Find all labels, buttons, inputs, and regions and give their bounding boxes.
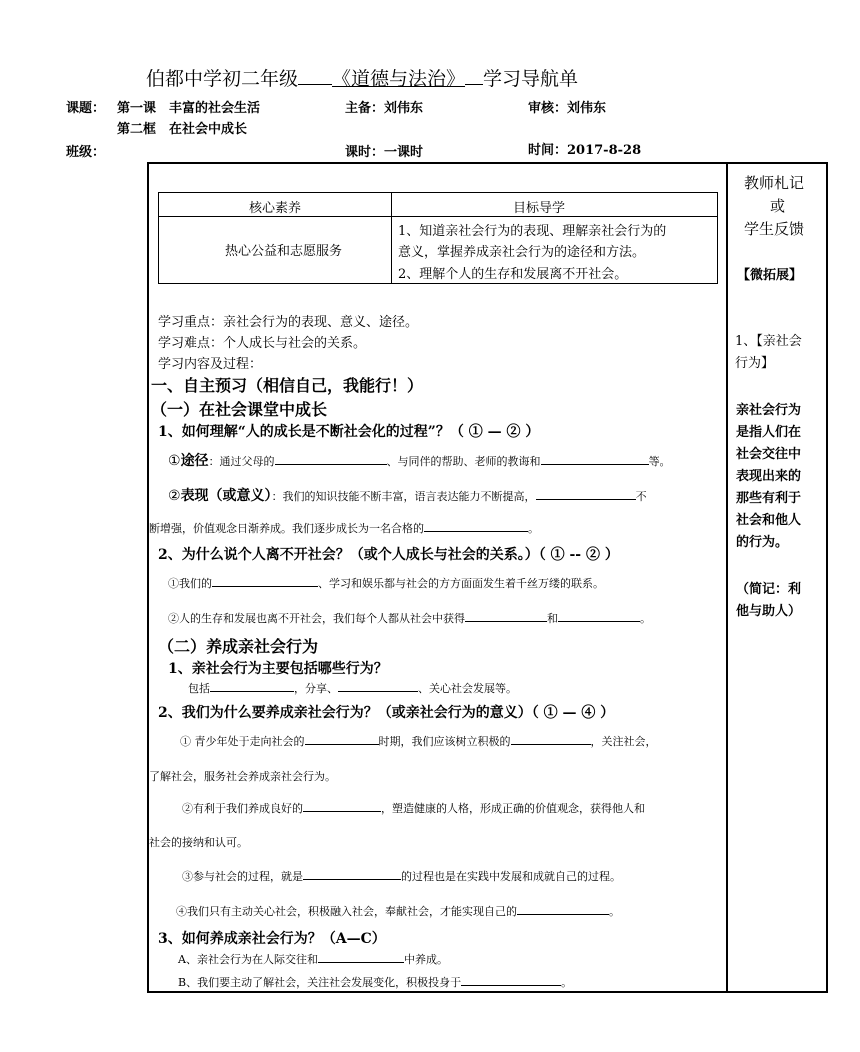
text: ②有利于我们养成良好的 (182, 802, 303, 815)
fill-blank[interactable] (303, 868, 401, 880)
answer-line (168, 610, 651, 626)
doc-title (146, 64, 578, 91)
section-heading: 一、自主预习（相信自己，我能行！） (151, 376, 424, 395)
text: 、与同伴的帮助、老师的教诲和 (386, 455, 541, 468)
sidebar-heading: 或 (770, 197, 786, 215)
definition-line: 是指人们在 (736, 425, 802, 440)
goal-line: 2、理解个人的生存和发展离不开社会。 (398, 267, 628, 282)
title-subject: 《道德与法治》 (332, 68, 466, 90)
text: 、关心社会发展等。 (418, 682, 517, 695)
fill-blank[interactable] (318, 951, 404, 963)
period: 课时：一课时 (345, 145, 424, 160)
title-blank (465, 65, 483, 85)
question-heading: 3、如何养成亲社会行为？（A—C） (158, 931, 386, 947)
answer-line (182, 868, 621, 884)
fill-blank[interactable] (511, 733, 591, 745)
text: ：我们的知识技能不断丰富，语言表达能力不断提高， (271, 490, 536, 503)
text: 和 (547, 612, 558, 625)
fill-blank[interactable] (536, 488, 636, 500)
item-number: ① (168, 453, 181, 469)
definition-line: 社会和他人 (736, 513, 802, 528)
question-heading: 2、为什么说个人离不开社会？（或个人成长与社会的关系。）（ ① -- ② ） (158, 547, 619, 563)
text: 不 (635, 490, 647, 503)
fill-blank[interactable] (461, 974, 561, 986)
item-number: ② (168, 488, 181, 504)
micro-expand-label: 【微拓展】 (737, 268, 803, 283)
lesson-one: 第一课 丰富的社会生活 (117, 101, 261, 116)
answer-line (149, 520, 539, 536)
literacy-cell: 热心公益和志愿服务 (225, 244, 343, 259)
text: 、学习和娱乐都与社会的方方面面发生着千丝万缕的联系。 (318, 577, 604, 590)
sidebar-heading: 学生反馈 (744, 220, 805, 238)
text: ，分享、 (294, 682, 338, 695)
definition-line: 的行为。 (736, 535, 789, 550)
definition-line: 社会交往中 (736, 447, 802, 462)
sidebar-item-title: 行为】 (735, 356, 775, 371)
sidebar-item-title: 1、【亲社会 (735, 334, 802, 349)
text: 。 (528, 522, 539, 535)
text: ③参与社会的过程，就是 (182, 870, 303, 883)
text: ：通过父母的 (208, 455, 275, 468)
sidebar-heading: 教师札记 (744, 174, 805, 192)
title-suffix: 学习导航单 (483, 68, 579, 90)
text: 。 (561, 976, 573, 989)
class-label: 班级： (66, 145, 106, 160)
fill-blank[interactable] (305, 733, 379, 745)
subsection-heading: （二）养成亲社会行为 (158, 637, 319, 656)
definition-line: 表现出来的 (736, 469, 802, 484)
fill-blank[interactable] (210, 680, 294, 692)
fill-blank[interactable] (338, 680, 418, 692)
item-keyword: 途径 (180, 453, 209, 469)
sidebar-note: （简记：利 (736, 582, 802, 597)
fill-blank[interactable] (558, 610, 640, 622)
text: 。 (640, 612, 651, 625)
definition-line: 亲社会行为 (736, 403, 802, 418)
answer-line (168, 485, 647, 505)
text: ，塑造健康的人格，形成正确的价值观念，获得他人和 (381, 802, 645, 815)
col-header-goals: 目标导学 (513, 201, 566, 216)
item-keyword: 表现（或意义） (180, 488, 272, 504)
preparer: 主备：刘伟东 (345, 101, 424, 116)
fill-blank[interactable] (541, 453, 649, 465)
difficult-point: 学习难点：个人成长与社会的关系。 (158, 336, 367, 351)
text: A、亲社会行为在人际交往和 (178, 953, 318, 966)
question-heading: 1、亲社会行为主要包括哪些行为？ (168, 661, 388, 677)
text: 包括 (188, 682, 210, 695)
text: 时期，我们应该树立积极的 (378, 735, 511, 748)
answer-line (168, 575, 604, 591)
answer-line (178, 974, 572, 990)
date: 时间：2017-8-28 (528, 143, 642, 158)
table-hline (159, 216, 717, 217)
goal-table (158, 192, 718, 284)
lesson-two: 第二框 在社会中成长 (117, 122, 248, 137)
reviewer: 审核：刘伟东 (528, 101, 607, 116)
col-header-literacy: 核心素养 (249, 201, 302, 216)
sidebar-note: 他与助人） (736, 604, 802, 619)
title-blank (298, 65, 332, 85)
answer-line (178, 951, 448, 967)
question-heading: 2、我们为什么要养成亲社会行为？（或亲社会行为的意义）（ ① — ④ ） (158, 705, 615, 721)
text: 。 (609, 905, 620, 918)
text: 中养成。 (403, 953, 448, 966)
fill-blank[interactable] (465, 610, 547, 622)
answer-line (182, 800, 645, 816)
goal-line: 1、知道亲社会行为的表现、理解亲社会行为的 (398, 224, 667, 239)
fill-blank[interactable] (303, 800, 381, 812)
goal-line: 意义，掌握养成亲社会行为的途径和方法。 (398, 245, 646, 260)
title-school: 伯都中学初二年级 (146, 68, 299, 90)
subsection-heading: （一）在社会课堂中成长 (151, 400, 328, 419)
fill-blank[interactable] (517, 903, 609, 915)
answer-line: 社会的接纳和认可。 (149, 836, 248, 849)
answer-line: 了解社会，服务社会养成亲社会行为。 (149, 770, 336, 783)
text: ②人的生存和发展也离不开社会，我们每个人都从社会中获得 (168, 612, 465, 625)
question-heading: 1、如何理解“人的成长是不断社会化的过程”？（ ① — ② ） (158, 424, 540, 440)
key-point: 学习重点：亲社会行为的表现、意义、途径。 (158, 315, 419, 330)
text: ① 青少年处于走向社会的 (180, 735, 305, 748)
text: 断增强，价值观念日渐养成。我们逐步成长为一名合格的 (149, 522, 424, 535)
definition-line: 那些有利于 (736, 491, 802, 506)
column-divider (726, 162, 728, 993)
content-label: 学习内容及过程： (158, 357, 263, 372)
text: ①我们的 (168, 577, 212, 590)
text: B、我们要主动了解社会，关注社会发展变化，积极投身于 (178, 976, 462, 989)
table-vline (391, 193, 392, 283)
answer-line (188, 680, 517, 696)
answer-line (176, 903, 620, 919)
fill-blank[interactable] (275, 453, 387, 465)
answer-line (180, 733, 657, 749)
fill-blank[interactable] (212, 575, 318, 587)
text: 等。 (648, 455, 671, 468)
text: 的过程也是在实践中发展和成就自己的过程。 (401, 870, 621, 883)
text: ④我们只有主动关心社会，积极融入社会，奉献社会，才能实现自己的 (176, 905, 517, 918)
answer-line (168, 450, 671, 470)
text: ，关注社会， (590, 735, 657, 748)
fill-blank[interactable] (424, 520, 528, 532)
topic-label: 课题： (66, 101, 106, 116)
